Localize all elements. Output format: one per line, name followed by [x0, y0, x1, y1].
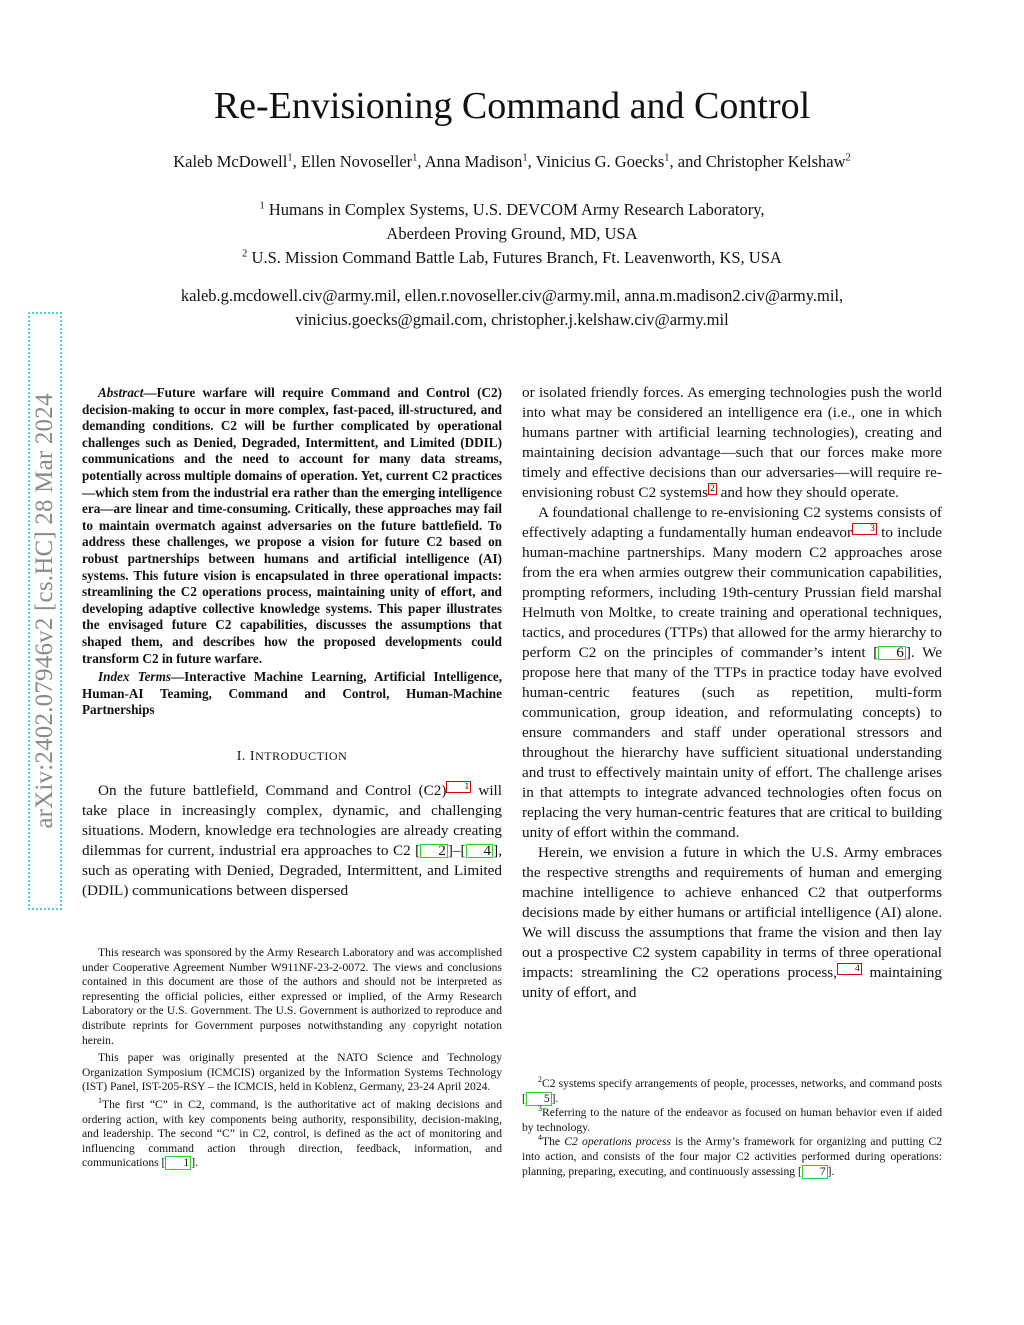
right-footnotes: [522, 1077, 942, 1179]
author-name: Vinicius G. Goecks: [535, 152, 665, 171]
right-column: [522, 383, 942, 1003]
index-terms-text: Interactive Machine Learning, Artificial Intelligence, Human-AI Teaming, Command and Control, Human-Machine Partnerships: [82, 669, 503, 718]
footnote-presentation: This paper was originally presented at the NATO Science and Technology Organization Symposium (ICMCIS) organized by the Information Systems Technology (IST) Panel, IST-205-RSY – the ICMCIS, held in Koblenz, Germany, 23-24 April 2024.: [82, 1051, 502, 1094]
author-list: [0, 152, 1024, 172]
paragraph-text: A foundational challenge to re-envisioning C2 systems consists of effectively adapting a fundamentally human endeavor: [522, 504, 942, 542]
author-name: Ellen Novoseller: [300, 152, 413, 171]
author-name: Christopher Kelshaw: [705, 152, 846, 171]
paragraph-text: and how they should operate.: [716, 484, 900, 502]
section-title-rest: NTRODUCTION: [255, 748, 348, 763]
author-affil-mark: 1: [412, 152, 418, 164]
affiliations: [0, 198, 1024, 270]
body-paragraph: [522, 383, 942, 503]
affiliation-1: [0, 198, 1024, 222]
affiliation-mark: 2: [242, 248, 248, 260]
footnote-text: is the Army’s framework for organizing and putting C2 into action, and consists of the four major C2 activities performed during operations: planning, preparing, executing, and continuously assessing [: [522, 1135, 942, 1178]
author-name: Kaleb McDowell: [173, 152, 288, 171]
arxiv-identifier-text: arXiv:2402.07946v2 [cs.HC] 28 Mar 2024: [31, 393, 58, 829]
footnote-text: Referring to the nature of the endeavor as focused on human behavior even if aided by technology.: [522, 1106, 942, 1134]
abstract-text: Future warfare will require Command and Control (C2) decision-making to occur in more complex, fast-paced, ill-structured, and demanding conditions. C2 will be further complicated by operational challenges such as Denied, Degraded, Intermittent, and Limited (DDIL) communications and the need to account for many data streams, potentially across multiple domains of operation. Yet, current C2 practices—which stem from the industrial era rather than the emerging intelligence era—are linear and time-consuming. Critically, these approaches may fail to maintain overmatch against adversaries on the future battlefield. To address these challenges, we propose a vision for future C2 based on robust partnerships between humans and artificial intelligence (AI) systems. This future vision is encapsulated in three operational impacts: streamlining the C2 operations process, maintaining unity of effort, and developing adaptive collective knowledge systems. This paper illustrates the envisaged future C2 capabilities, discusses the assumptions that shaped them, and describes how the proposed developments could transform C2 in future warfare.: [82, 385, 502, 666]
author-separator: ,: [669, 152, 678, 171]
author-affil-mark: 1: [287, 152, 293, 164]
paragraph-text: maintaining unity of effort, and: [522, 964, 942, 1002]
abstract-dash: —: [143, 385, 157, 400]
paragraph-text: to include human-machine partnerships. Many modern C2 approaches arose from the era when armies outgrew their communication capabilities, prompting reformers, including 19th-century Prussian field marshal Helmuth von Moltke, to create training and operational techniques, tactics, and procedures (TTPs) that allowed for the army hierarchy to perform C2 on the principles of commander’s intent [: [522, 524, 942, 662]
index-terms-label: Index Terms: [98, 669, 171, 685]
left-footnotes: [82, 946, 502, 1171]
footnote-link[interactable]: 1: [446, 781, 471, 793]
paragraph-text: ]–[: [447, 841, 466, 859]
citation-link[interactable]: 2: [420, 844, 448, 858]
paragraph-text: will take place in increasingly complex, dynamic, and challenging situations. Modern, knowledge era technologies are already creating dilemmas for current, industrial era approaches to C2 [: [82, 781, 502, 859]
author-name: Anna Madison: [424, 152, 523, 171]
footnote-text: C2 systems specify arrangements of people, processes, networks, and command posts [: [522, 1077, 942, 1105]
footnote-link[interactable]: 2: [710, 484, 715, 494]
footnote-mark: 1: [98, 1096, 102, 1106]
footnote-link[interactable]: 4: [837, 963, 862, 975]
paragraph-text: ], such as operating with Denied, Degraded, Intermittent, and Limited (DDIL) communications between dispersed: [82, 841, 502, 899]
citation-link[interactable]: 4: [466, 844, 494, 858]
body-paragraph: [82, 781, 502, 901]
citation-link[interactable]: 6: [878, 646, 906, 660]
footnote-italic-term: C2 operations process: [564, 1135, 671, 1149]
index-terms-dash: —: [170, 669, 185, 685]
left-column: [82, 385, 502, 901]
affiliation-mark: 1: [259, 200, 265, 212]
author-separator: ,: [292, 152, 301, 171]
section-numeral: I.: [236, 748, 246, 764]
section-title-initial: I: [249, 748, 256, 764]
arxiv-identifier-stamp: [28, 312, 62, 910]
citation-link[interactable]: 7: [802, 1165, 828, 1179]
email-line: vinicius.goecks@gmail.com, christopher.j.kelshaw.civ@army.mil: [295, 310, 729, 329]
footnote-text: ].: [827, 1164, 835, 1178]
paper-title: Re-Envisioning Command and Control: [213, 85, 811, 127]
footnote-2: [522, 1077, 942, 1106]
affiliation-text: Humans in Complex Systems, U.S. DEVCOM Army Research Laboratory,: [268, 200, 765, 219]
footnote-link[interactable]: 3: [852, 523, 877, 535]
footnote-3: [522, 1106, 942, 1135]
author-emails: [0, 284, 1024, 332]
paragraph-text: or isolated friendly forces. As emerging technologies push the world into what may be considered an intelligence era (i.e., one in which humans partner with artificial learning technologies), creating and maintaining decision advantage—such that our forces make more timely and effective decisions than our adversaries—will require re-envisioning robust C2 systems: [522, 384, 942, 502]
paragraph-text: ]. We propose here that many of the TTPs in practice today have evolved human-centric features (such as repetition, multi-form communication, group ideation, and reformulating concepts) to ensure commanders and staff under operational stressors and throughout the hierarchy have sufficient situational understanding and trust to effectively maintain unity of effort. The challenge arises in that attempts to integrate advanced technologies often focus on replacing the very human-centric features that are critical to building unity of effort within the command.: [522, 644, 942, 842]
footnote-text: ].: [191, 1156, 198, 1170]
citation-link[interactable]: 5: [526, 1092, 552, 1106]
paragraph-text: Herein, we envision a future in which the U.S. Army embraces the respective strengths and requirements of human and emerging machine intelligence to achieve enhanced C2 that outperforms decisions made by either humans or artificial intelligence (AI) alone. We will discuss the assumptions that frame the vision and then lay out a prospective C2 system capability in terms of three operational impacts: streamlining the C2 operations process,: [522, 844, 942, 982]
footnote-1: [82, 1098, 502, 1171]
footnote-sponsorship: This research was sponsored by the Army Research Laboratory and was accomplished under Cooperative Agreement Number W911NF-23-2-0072. The views and conclusions contained in this document are those of the authors and should not be interpreted as representing the official policies, either expressed or implied, of the Army Research Laboratory or the U.S. Government. The U.S. Government is authorized to reproduce and distribute reprints for Government purposes notwithstanding any copyright notation herein.: [82, 946, 502, 1047]
footnote-text: The: [542, 1135, 565, 1149]
author-affil-mark: 1: [664, 152, 670, 164]
footnote-4: [522, 1135, 942, 1179]
footnote-text: ].: [551, 1091, 559, 1105]
abstract-label: Abstract: [98, 385, 144, 400]
author-separator: ,: [417, 152, 425, 171]
footnote-mark: 3: [538, 1104, 542, 1114]
email-line: kaleb.g.mcdowell.civ@army.mil, ellen.r.novoseller.civ@army.mil, anna.m.madison2.civ@army.mil,: [180, 286, 844, 305]
affiliation-1-location: Aberdeen Proving Ground, MD, USA: [386, 224, 638, 243]
affiliation-2: [0, 246, 1024, 270]
author-separator: ,: [527, 152, 536, 171]
footnote-mark: 2: [538, 1075, 542, 1085]
footnote-text: The first “C” in C2, command, is the authoritative act of making decisions and ordering action, with key components being authority, responsibility, decision-making, and leadership. The second “C” in C2, control, is defined as the act of monitoring and influencing command action through direction, feedback, information, and communications [: [82, 1097, 502, 1170]
author-affil-mark: 2: [845, 152, 851, 164]
body-paragraph: [522, 843, 942, 1003]
abstract: [82, 385, 502, 667]
index-terms: [82, 669, 502, 719]
affiliation-text: U.S. Mission Command Battle Lab, Futures Branch, Ft. Leavenworth, KS, USA: [251, 248, 782, 267]
citation-link[interactable]: 1: [165, 1156, 191, 1170]
footnote-mark: 4: [538, 1133, 542, 1143]
section-heading-introduction: [82, 749, 502, 765]
paragraph-text: On the future battlefield, Command and Control (C2): [98, 781, 447, 799]
author-conjunction: and: [677, 152, 706, 171]
body-paragraph: [522, 503, 942, 843]
author-affil-mark: 1: [522, 152, 528, 164]
